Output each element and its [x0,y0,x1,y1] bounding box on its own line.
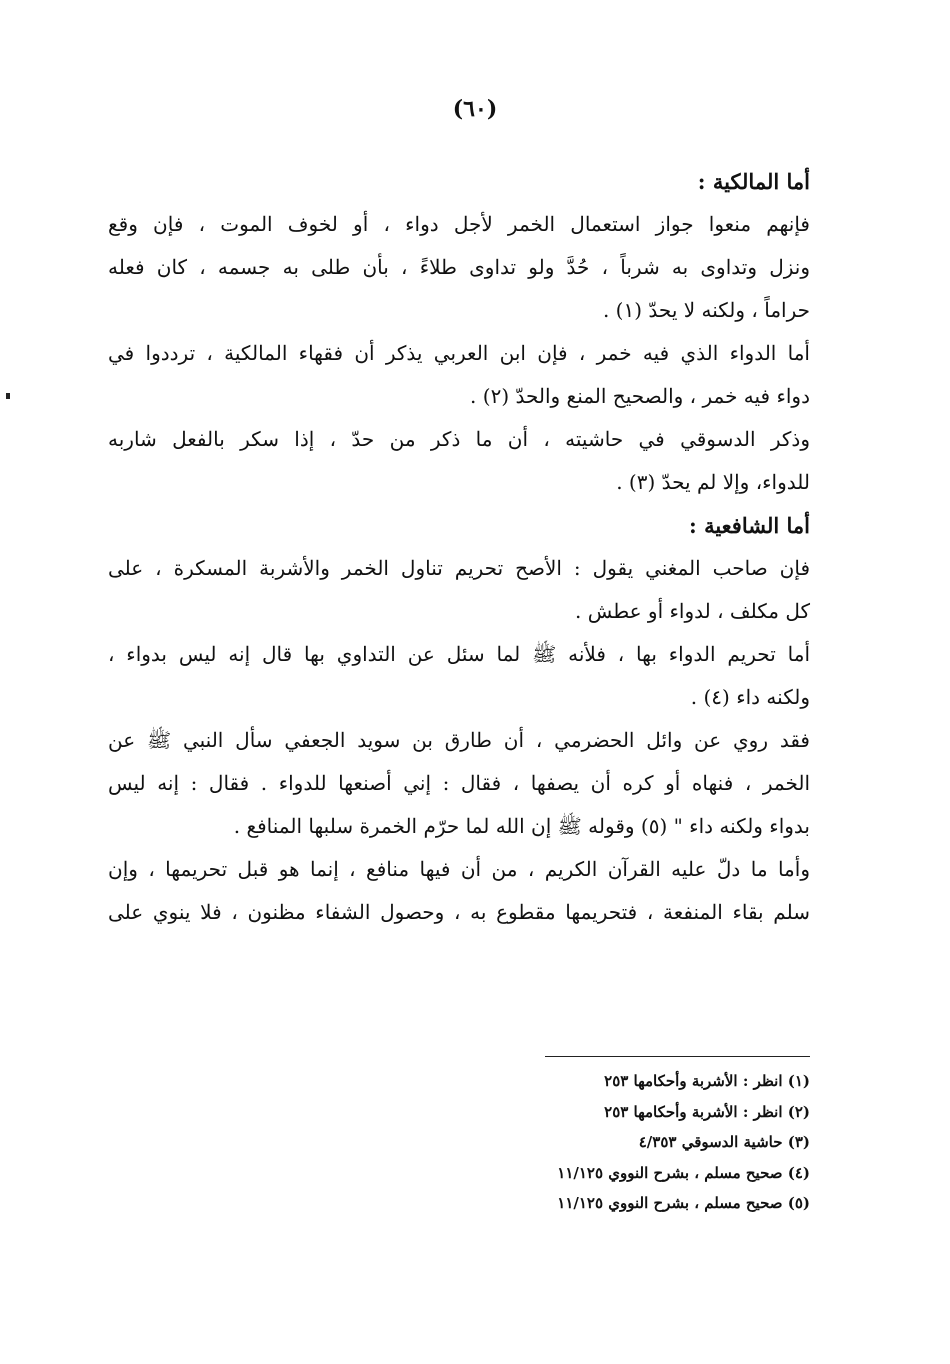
text-line: وذكر الدسوقي في حاشيته ، أن ما ذكر من حدّ ، إذا سكر بالفعل شاربه [108,427,810,451]
footnote: (٣) حاشية الدسوقي ٤/٣٥٣ [638,1133,810,1151]
text-line: دواء فيه خمر ، والصحيح المنع والحدّ (٢) . [470,384,810,408]
text-line: فإنهم منعوا جواز استعمال الخمر لأجل دواء ، أو لخوف الموت ، فإن وقع [108,212,810,236]
section-malikiyya [108,160,810,504]
paragraph [108,418,810,504]
paragraph [108,719,810,848]
text-line: أما تحريم الدواء بها ، فلأنه ﷺ لما سئل عن التداوي بها قال إنه ليس بدواء ، [108,642,810,666]
page-number: (٦٠) [452,96,498,122]
paragraph [108,203,810,332]
section-heading: أما الشافعية : [689,513,810,538]
main-text [108,160,810,934]
footnote: (٤) صحيح مسلم ، بشرح النووي ١١/١٢٥ [557,1163,810,1182]
text-line: بدواء ولكنه داء " (٥) وقوله ﷺ إن الله لما حرّم الخمرة سلبها المنافع . [233,814,810,838]
footnotes [420,1066,810,1219]
footnote: (٢) انظر : الأشربة وأحكامها ٢٥٣ [604,1102,810,1121]
text-line: حراماً ، ولكنه لا يحدّ (١) . [602,298,810,322]
text-line: ونزل وتداوى به شرباً ، حُدَّ ولو تداوى طلاءً ، بأن طلى به جسمه ، كان فعله [108,255,810,279]
text-line: أما الدواء الذي فيه خمر ، فإن ابن العربي يذكر أن فقهاء المالكية ، ترددوا في [108,341,810,365]
text-line: كل مكلف ، لدواء أو عطش . [575,599,810,623]
paragraph [108,547,810,633]
section-heading: أما المالكية : [697,169,810,194]
paragraph [108,633,810,719]
text-line: وأما ما دلّ عليه القرآن الكريم ، من أن فيها منافع ، إنما هو قبل تحريمها ، وإن [108,857,810,881]
section-shafiiyya [108,504,810,934]
paragraph [108,332,810,418]
paragraph [108,848,810,934]
footnote-divider [545,1056,810,1057]
text-line: ولكنه داء (٤) . [690,685,810,709]
text-line: للدواء، وإلا لم يحدّ (٣) . [616,470,810,494]
text-line: الخمر ، فنهاه أو كره أن يصفها ، فقال : إني أصنعها للدواء . فقال : إنه ليس [108,771,810,795]
text-line: سلم بقاء المنفعة ، فتحريمها مقطوع به ، وحصول الشفاء مظنون ، فلا ينوي على [108,900,810,924]
text-line: فقد روي عن وائل الحضرمي ، أن طارق بن سويد الجعفي سأل النبي ﷺ عن [108,728,810,752]
scan-edge-mark [6,393,10,399]
footnote: (٥) صحيح مسلم ، بشرح النووي ١١/١٢٥ [557,1194,810,1212]
text-line: فإن صاحب المغني يقول : الأصح تحريم تناول الخمر والأشربة المسكرة ، على [108,556,810,580]
footnote: (١) انظر : الأشربة وأحكامها ٢٥٣ [604,1072,810,1090]
